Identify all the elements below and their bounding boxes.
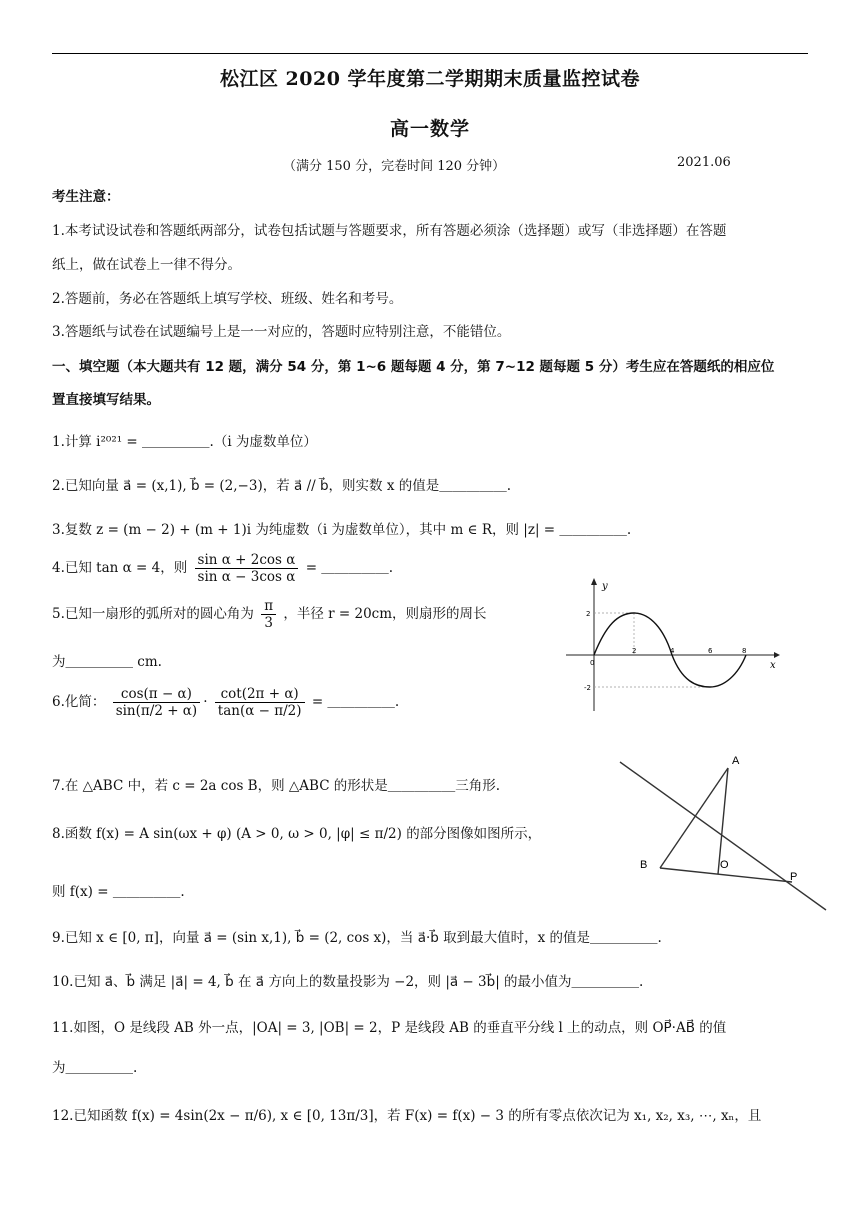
triangle-figure [612, 750, 832, 915]
question-2: 2.已知向量 a⃗ = (x,1), b⃗ = (2,−3)，若 a⃗ // b⃗，则实数 x 的值是＿＿＿＿＿. [52, 478, 512, 494]
section-heading-line1: 一、填空题（本大题共有 12 题，满分 54 分，第 1~6 题每题 4 分，第 7~12 题每题 5 分）考生应在答题纸的相应位 [52, 359, 775, 375]
question-10: 10.已知 a⃗、b⃗ 满足 |a⃗| = 4, b⃗ 在 a⃗ 方向上的数量投影为 −2，则 |a⃗ − 3b⃗| 的最小值为＿＿＿＿＿. [52, 974, 644, 990]
question-8-prefix: 8.函数 f(x) = A sin(ωx + φ) [52, 826, 232, 842]
notice-item-3: 3.答题纸与试卷在试题编号上是一一对应的，答题时应特别注意，不能错位。 [52, 324, 511, 340]
section-heading-line2: 置直接填写结果。 [52, 392, 160, 408]
question-7: 7.在 △ABC 中，若 c = 2a cos B，则 △ABC 的形状是＿＿＿＿＿三角形. [52, 778, 501, 794]
header-rule [52, 53, 808, 54]
question-11-line2: 为＿＿＿＿＿. [52, 1060, 138, 1076]
question-6-fraction-2 [215, 686, 305, 719]
question-8-condition: (A > 0, ω > 0, |φ| ≤ π/2) [236, 826, 402, 842]
question-6-fraction-1 [113, 686, 201, 719]
question-6-denominator-1: sin(π/2 + α) [115, 703, 198, 719]
point-o-label: O [720, 859, 729, 871]
exam-title: 松江区 2020 学年度第二学期期末质量监控试卷 [219, 68, 641, 90]
graph-y-arrow [591, 578, 597, 585]
point-b-label: B [640, 859, 648, 871]
question-11-line1: 11.如图，O 是线段 AB 外一点，|OA| = 3, |OB| = 2，P 是线段 AB 的垂直平分线 l 上的动点，则 OP⃗·AB⃗ 的值 [52, 1020, 727, 1036]
question-9: 9.已知 x ∈ [0, π]，向量 a⃗ = (sin x,1), b⃗ = (2, cos x)，当 a⃗·b⃗ 取到最大值时，x 的值是＿＿＿＿＿. [52, 930, 662, 946]
exam-subtitle: 高一数学 [389, 118, 470, 140]
graph-tick-y-bottom: -2 [584, 684, 591, 692]
point-a-label: A [732, 755, 740, 767]
question-4-suffix: = ＿＿＿＿＿. [305, 560, 394, 576]
question-6: 6.化简： $\frac{\cos(\pi - \alpha)}{\sin(\pi/2 + \alpha)}$ · $\frac{\cot(2\pi + \alpha)}{\tan(\alpha - \pi/2)}$ = ＿＿＿＿＿. [52, 686, 400, 719]
question-6-denominator-2: tan(α − π/2) [217, 703, 302, 719]
question-4-fraction [195, 552, 299, 585]
question-6-suffix: = ＿＿＿＿＿. [311, 694, 400, 710]
graph-origin-label: 0 [590, 659, 595, 667]
question-5-line2: 为＿＿＿＿＿ cm. [52, 654, 162, 670]
question-5-fraction [261, 598, 276, 631]
notice-item-1b: 纸上，做在试卷上一律不得分。 [52, 257, 241, 273]
graph-tick-x-6: 6 [708, 647, 713, 655]
exam-date: 2021.06 [677, 155, 731, 170]
exam-info: （满分 150 分，完卷时间 120 分钟） [283, 159, 506, 174]
sine-graph [562, 575, 788, 715]
perpendicular-bisector-line [620, 762, 826, 910]
graph-tick-x-4: 4 [670, 647, 675, 655]
question-4-numerator: sin α + 2cos α [195, 552, 299, 569]
question-5-suffix: ，半径 r = 20cm，则扇形的周长 [283, 606, 487, 622]
question-8-line2: 则 f(x) = ＿＿＿＿＿. [52, 884, 185, 900]
question-5-prefix: 5.已知一扇形的弧所对的圆心角为 [52, 606, 254, 622]
question-4-denominator: sin α − 3cos α [197, 569, 296, 585]
question-8 [52, 822, 541, 842]
segment-ba [660, 768, 728, 868]
question-5-numerator: π [261, 598, 276, 615]
question-3: 3.复数 z = (m − 2) + (m + 1)i 为纯虚数（i 为虚数单位），其中 m ∈ R，则 |z| = ＿＿＿＿＿. [52, 522, 632, 538]
question-4 [52, 552, 393, 585]
notice-item-1a: 1.本考试设试卷和答题纸两部分，试卷包括试题与答题要求，所有答题必须涂（选择题）或写（非选择题）在答题 [52, 223, 727, 239]
question-5-denominator: 3 [264, 615, 273, 631]
question-6-numerator-2: cot(2π + α) [215, 686, 305, 703]
graph-y-label: y [602, 581, 608, 592]
graph-x-label: x [770, 660, 776, 671]
question-12: 12.已知函数 f(x) = 4sin(2x − π/6), x ∈ [0, 13π/3]，若 F(x) = f(x) − 3 的所有零点依次记为 x₁, x₂, x₃, ⋯, xₙ，且 [52, 1108, 762, 1124]
question-4-prefix: 4.已知 tan α = 4，则 [52, 560, 188, 576]
graph-tick-y-top: 2 [586, 610, 591, 618]
question-6-prefix: 6.化简： [52, 694, 106, 710]
graph-tick-x-2: 2 [632, 647, 637, 655]
notice-heading: 考生注意： [52, 189, 120, 205]
question-6-numerator-1: cos(π − α) [113, 686, 201, 703]
point-p-label: P [790, 871, 798, 883]
question-1: 1.计算 i²⁰²¹ = ＿＿＿＿＿.（i 为虚数单位） [52, 434, 317, 450]
notice-item-2: 2.答题前，务必在答题纸上填写学校、班级、姓名和考号。 [52, 291, 403, 307]
question-8-suffix: 的部分图像如图所示， [406, 826, 542, 842]
question-5 [52, 598, 487, 631]
graph-x-arrow [774, 652, 780, 658]
graph-tick-x-8: 8 [742, 647, 747, 655]
